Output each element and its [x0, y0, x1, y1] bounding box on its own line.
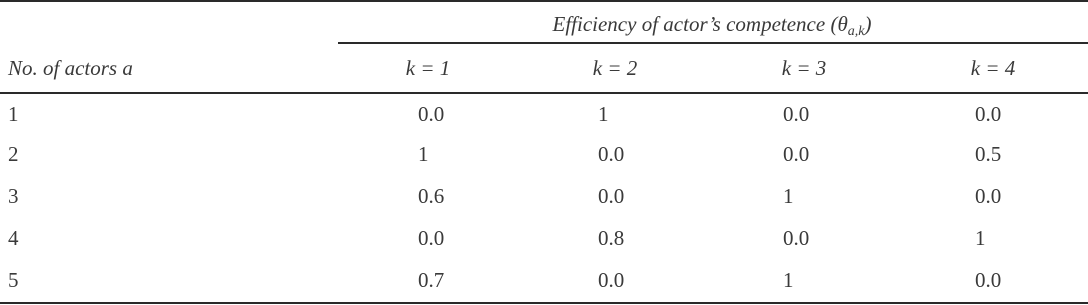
table-cell: 0.0 [783, 226, 810, 250]
table-cell: 0.0 [783, 142, 810, 166]
table-cell: 0.0 [975, 184, 1002, 208]
table-cell: 0.7 [418, 268, 445, 292]
column-header-k4: k = 4 [970, 56, 1016, 80]
table-cell: 1 [418, 142, 429, 166]
row-label: 1 [8, 102, 19, 126]
row-label: 5 [8, 268, 19, 292]
group-header: Efficiency of actor’s competence $(\theta_{a,k})$ [552, 12, 872, 39]
header-bottom-rule [0, 92, 1088, 94]
table-cell: 0.0 [598, 268, 625, 292]
row-label: 3 [8, 184, 19, 208]
row-header: No. of actors a [8, 56, 133, 80]
table-cell: 0.0 [418, 102, 445, 126]
row-label: 4 [8, 226, 19, 250]
column-header-k1: k = 1 [405, 56, 451, 80]
table-cell: 0.8 [598, 226, 625, 250]
table-cell: 1 [783, 184, 794, 208]
table-top-rule [0, 0, 1088, 2]
group-header-rule [338, 42, 1088, 44]
table-cell: 1 [975, 226, 986, 250]
column-header-k2: k = 2 [592, 56, 638, 80]
table-cell: 0.0 [598, 184, 625, 208]
table-cell: 0.0 [975, 102, 1002, 126]
row-label: 2 [8, 142, 19, 166]
table-cell: 1 [783, 268, 794, 292]
table-cell: 0.5 [975, 142, 1002, 166]
table-cell: 0.0 [975, 268, 1002, 292]
table-bottom-rule [0, 302, 1088, 304]
table-cell: 0.0 [783, 102, 810, 126]
table-cell: 0.0 [598, 142, 625, 166]
table-cell: 1 [598, 102, 609, 126]
table-cell: 0.6 [418, 184, 445, 208]
column-header-k3: k = 3 [781, 56, 827, 80]
table-cell: 0.0 [418, 226, 445, 250]
